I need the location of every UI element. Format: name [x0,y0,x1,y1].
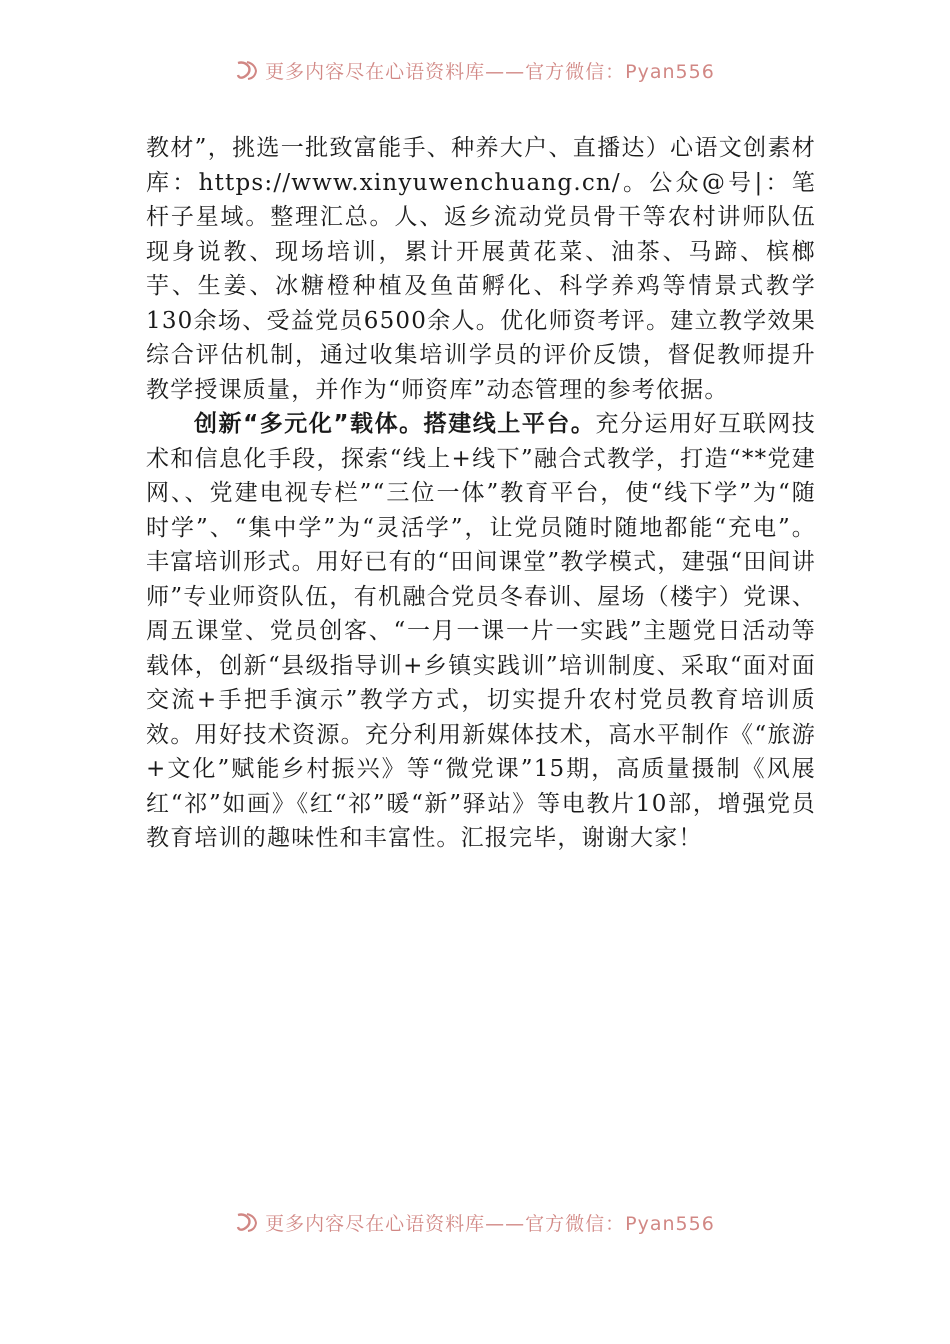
paragraph-2 [146,407,816,856]
document-body [146,131,816,856]
paragraph-2-heading: 创新“多元化”载体。搭建线上平台。 [194,411,596,437]
paragraph-1: 教材”，挑选一批致富能手、种养大户、直播达）心语文创素材库：https://www.xinyuwenchuang.cn/。公众@号|：笔杆子星域。整理汇总。人、返乡流动党员骨干等农村讲师队伍现身说教、现场培训，累计开展黄花菜、油茶、马蹄、槟榔芋、生姜、冰糖橙种植及鱼苗孵化、科学养鸡等情景式教学130余场、受益党员6500余人。优化师资考评。建立教学效果综合评估机制，通过收集培训学员的评价反馈，督促教师提升教学授课质量，并作为“师资库”动态管理的参考依据。 [146,135,816,403]
paragraph-2-text: 充分运用好互联网技术和信息化手段，探索“线上+线下”融合式教学，打造“**党建网、、党建电视专栏”“三位一体”教育平台，使“线下学”为“随时学”、“集中学”为“灵活学”，让党员随时随地都能“充电”。丰富培训形式。用好已有的“田间课堂”教学模式，建强“田间讲师”专业师资队伍，有机融合党员冬春训、屋场（楼宇）党课、周五课堂、党员创客、“一月一课一片一实践”主题党日活动等载体，创新“县级指导训+乡镇实践训”培训制度、采取“面对面交流+手把手演示”教学方式，切实提升农村党员教育培训质效。用好技术资源。充分利用新媒体技术，高水平制作《“旅游+文化”赋能乡村振兴》等“微党课”15期，高质量摄制《风展红“祁”如画》《红“祁”暖“新”驿站》等电教片10部，增强党员教育培训的趣味性和丰富性。汇报完毕，谢谢大家！ [146,411,816,851]
watermark-text: 更多内容尽在心语资料库——官方微信：Pyan556 [265,60,715,83]
watermark-logo-icon [235,59,259,81]
header-watermark [0,50,950,90]
watermark-logo-icon [235,1211,259,1233]
watermark-text: 更多内容尽在心语资料库——官方微信：Pyan556 [265,1212,715,1235]
footer-watermark [0,1202,950,1242]
